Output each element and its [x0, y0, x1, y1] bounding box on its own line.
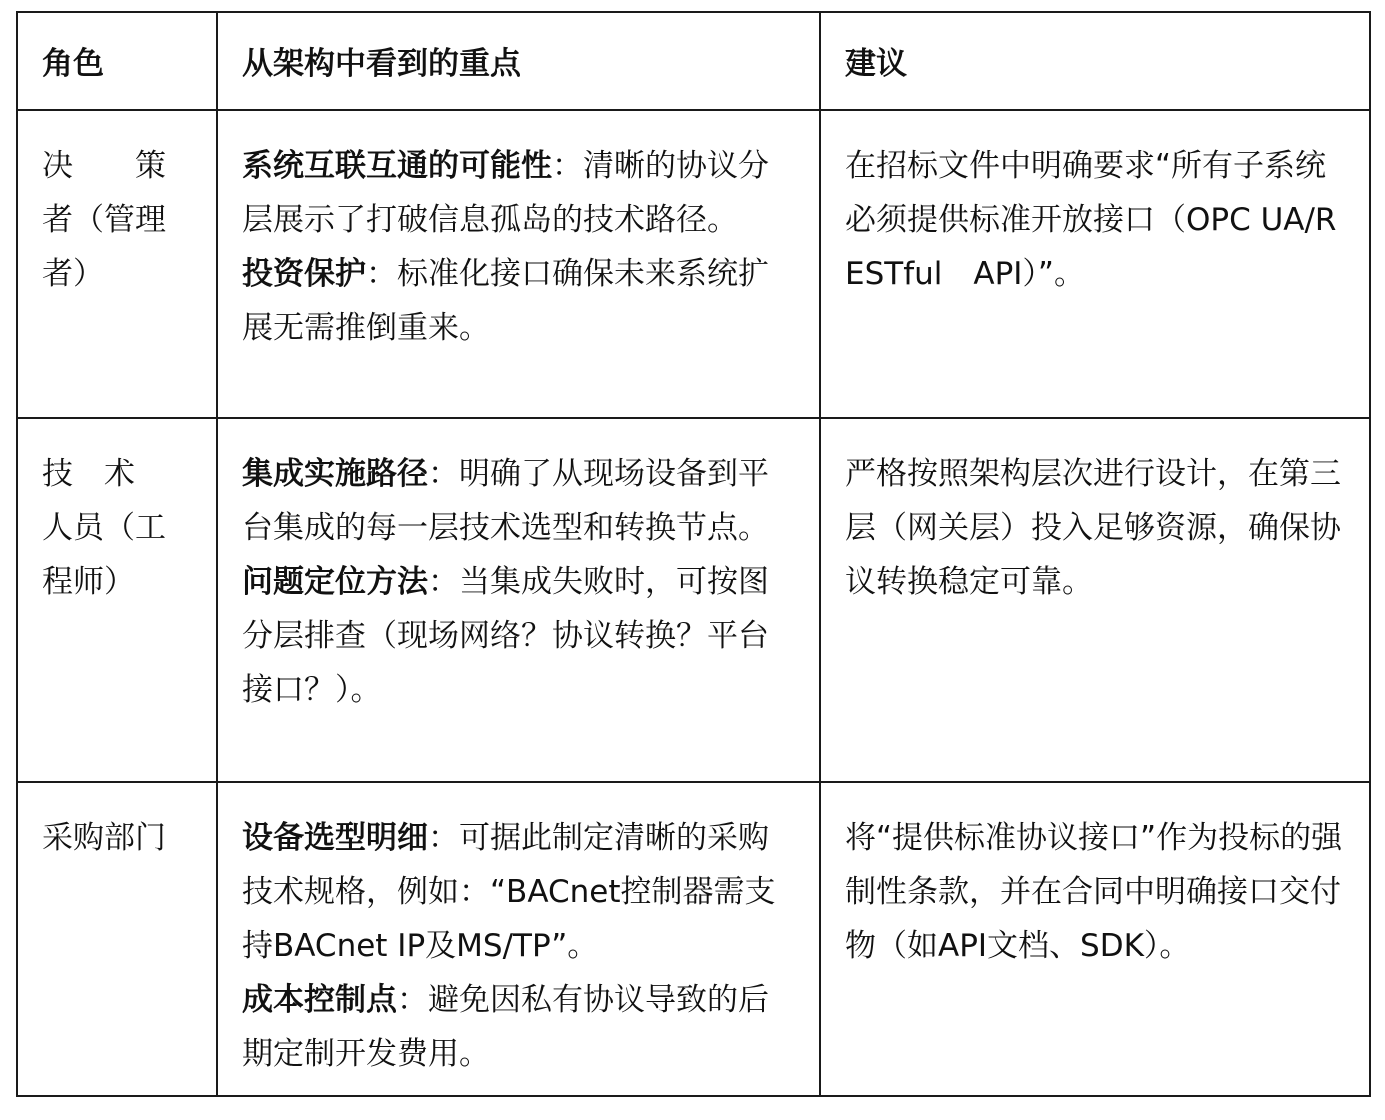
table-header-row — [17, 12, 1370, 110]
focus-cell — [217, 418, 820, 782]
focus-keyword: 集成实施路径 — [242, 456, 428, 492]
focus-text: ：明确了从现场设备到平台集成的每一层技术选型和转换节点。 — [242, 456, 769, 546]
role-focus-advice-table — [16, 11, 1371, 1097]
focus-keyword: 设备选型明细 — [242, 820, 428, 856]
focus-point — [242, 811, 795, 973]
focus-text: ：当集成失败时，可按图分层排查（现场网络？协议转换？平台接口？）。 — [242, 564, 769, 708]
focus-keyword: 问题定位方法 — [242, 564, 428, 600]
focus-point — [242, 973, 795, 1081]
advice-cell: 将“提供标准协议接口”作为投标的强制性条款，并在合同中明确接口交付物（如API文档、SDK）。 — [820, 782, 1370, 1096]
focus-text: ：可据此制定清晰的采购技术规格，例如：“BACnet控制器需支持BACnet IP及MS/TP”。 — [242, 820, 776, 964]
focus-point — [242, 555, 795, 717]
table-row — [17, 782, 1370, 1096]
advice-cell: 在招标文件中明确要求“所有子系统必须提供标准开放接口（OPC UA/RESTful API）”。 — [820, 110, 1370, 418]
focus-cell — [217, 782, 820, 1096]
focus-point — [242, 139, 795, 247]
focus-text: ：避免因私有协议导致的后期定制开发费用。 — [242, 982, 769, 1072]
advice-cell: 严格按照架构层次进行设计，在第三层（网关层）投入足够资源，确保协议转换稳定可靠。 — [820, 418, 1370, 782]
role-cell: 技 术 人员（工程师） — [17, 418, 217, 782]
header-advice: 建议 — [820, 12, 1370, 110]
focus-text: ：标准化接口确保未来系统扩展无需推倒重来。 — [242, 256, 769, 346]
focus-keyword: 系统互联互通的可能性 — [242, 148, 552, 184]
focus-point — [242, 447, 795, 555]
header-focus: 从架构中看到的重点 — [217, 12, 820, 110]
focus-keyword: 投资保护 — [242, 256, 366, 292]
role-cell: 采购部门 — [17, 782, 217, 1096]
header-role: 角色 — [17, 12, 217, 110]
focus-point — [242, 247, 795, 355]
table-row — [17, 418, 1370, 782]
table-row — [17, 110, 1370, 418]
focus-text: ：清晰的协议分层展示了打破信息孤岛的技术路径。 — [242, 148, 769, 238]
focus-cell — [217, 110, 820, 418]
role-cell: 决 策者（管理者） — [17, 110, 217, 418]
focus-keyword: 成本控制点 — [242, 982, 397, 1018]
